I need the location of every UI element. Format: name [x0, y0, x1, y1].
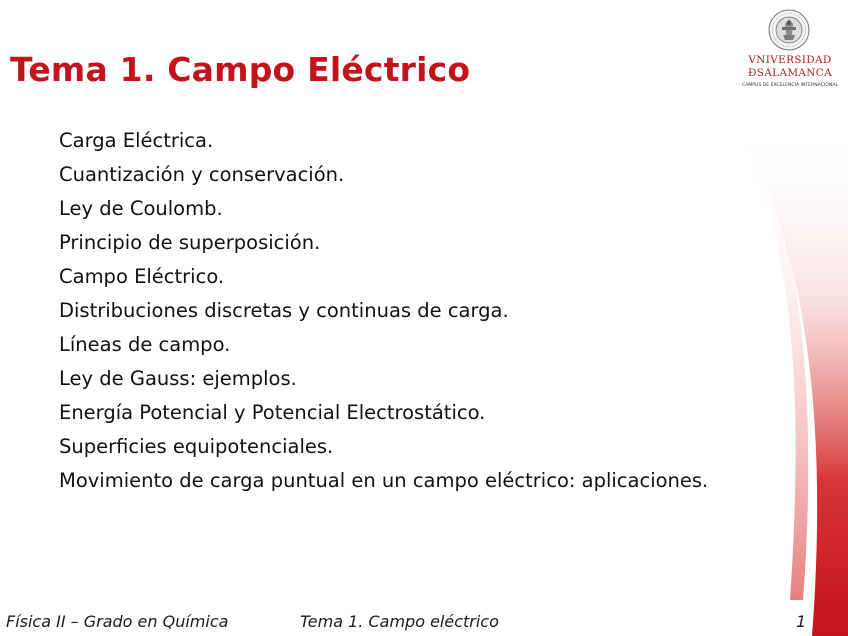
footer-topic: Tema 1. Campo eléctrico — [300, 612, 499, 631]
topic-item: Energía Potencial y Potencial Electrostático. — [59, 401, 486, 424]
footer-course: Física II – Grado en Química — [6, 612, 229, 631]
topic-list — [59, 124, 708, 498]
logo-name-line1: VNIVERSIDAD — [748, 54, 832, 66]
topic-item: Movimiento de carga puntual en un campo eléctrico: aplicaciones. — [59, 469, 709, 492]
topic-item: Cuantización y conservación. — [59, 163, 345, 186]
university-seal-icon — [768, 8, 810, 52]
page-number: 1 — [796, 612, 807, 631]
topic-item: Ley de Gauss: ejemplos. — [59, 367, 297, 390]
logo-subtitle: CAMPUS DE EXCELENCIA INTERNACIONAL — [741, 83, 839, 88]
topic-item: Carga Eléctrica. — [59, 129, 214, 152]
topic-item: Líneas de campo. — [59, 333, 231, 356]
topic-item: Principio de superposición. — [59, 231, 321, 254]
topic-item: Campo Eléctrico. — [59, 265, 225, 288]
university-logo — [736, 8, 844, 94]
slide-title: Tema 1. Campo Eléctrico — [10, 50, 471, 89]
topic-item: Distribuciones discretas y continuas de carga. — [59, 299, 509, 322]
topic-item: Ley de Coulomb. — [59, 197, 223, 220]
logo-name-line2: ÐSALAMANCA — [748, 67, 832, 79]
topic-item: Superficies equipotenciales. — [59, 435, 334, 458]
